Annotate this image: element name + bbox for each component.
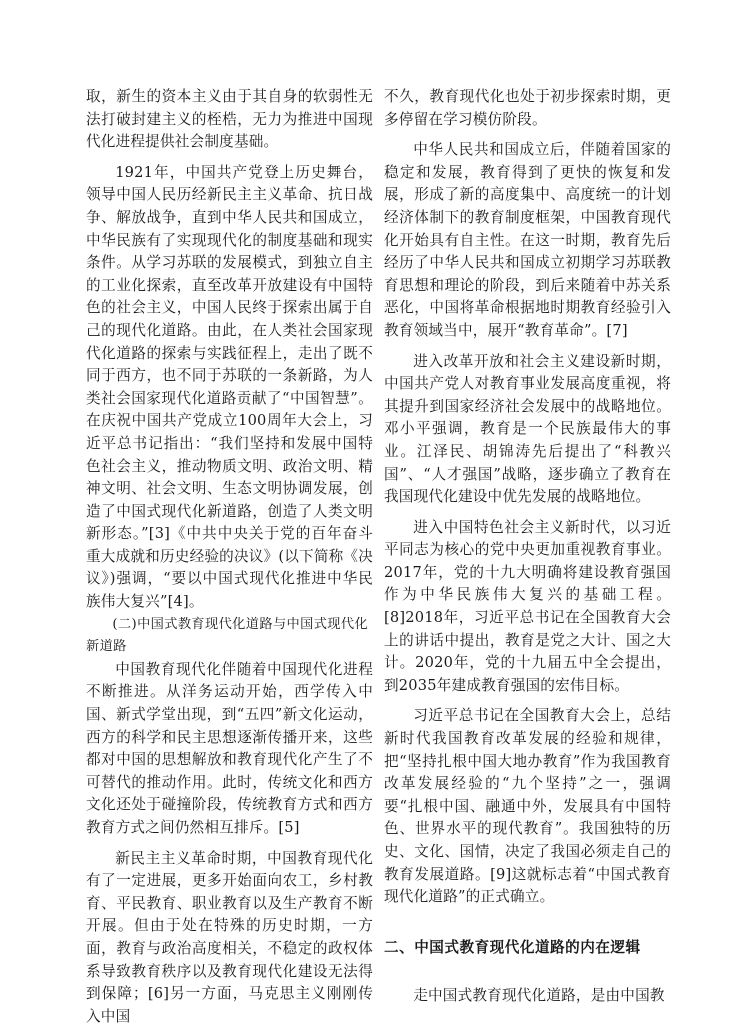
right-column: [384, 86, 671, 1008]
paragraph: 习近平总书记在全国教育大会上，总结新时代我国教育改革发展的经验和规律，把“坚持扎根中国大地办教育”作为我国教育改革发展经验的“九个坚持”之一，强调要“扎根中国、融通中外，发展具有中国特色、世界水平的现代教育”。我国独特的历史、文化、国情，决定了我国必须走自己的教育发展道路。[9]这就标志着“中国式教育现代化道路”的正式确立。: [384, 707, 671, 906]
paragraph: 进入中国特色社会主义新时代，以习近平同志为核心的党中央更加重视教育事业。2017年，党的十九大明确将建设教育强国作为中华民族伟大复兴的基础工程。[8]2018年，习近平总书记在全国教育大会上的讲话中提出，教育是党之大计、国之大计。2020年，党的十九届五中全会提出，到2035年建成教育强国的宏伟目标。: [384, 518, 671, 694]
subsection-heading: (二)中国式教育现代化道路与中国式现代化新道路: [86, 616, 369, 655]
left-column: [86, 86, 373, 1028]
paragraph: 中国教育现代化伴随着中国现代化进程不断推进。从洋务运动开始，西学传入中国、新式学堂出现，到“五四”新文化运动，西方的科学和民主思想逐渐传播开来，这些都对中国的思想解放和教育现代化产生了不可替代的推动作用。此时，传统文化和西方文化还处于碰撞阶段，传统教育方式和西方教育方式之间仍然相互排斥。[5]: [86, 660, 373, 836]
paragraph: 进入改革开放和社会主义建设新时期，中国共产党人对教育事业发展高度重视，将其提升到国家经济社会发展中的战略地位。邓小平强调，教育是一个民族最伟大的事业。江泽民、胡锦涛先后提出了“科教兴国”、“人才强国”战略，逐步确立了教育在我国现代化建设中优先发展的战略地位。: [384, 352, 671, 506]
paragraph: 走中国式教育现代化道路，是由中国教: [413, 987, 665, 1005]
section-heading: 二、中国式教育现代化道路的内在逻辑: [384, 938, 641, 956]
paragraph: 新民主主义革命时期，中国教育现代化有了一定进展，更多开始面向农工，乡村教育、平民教育、职业教育以及生产教育不断开展。但由于处在特殊的历史时期，一方面，教育与政治高度相关，不稳定的政权体系导致教育秩序以及教育现代化建设无法得到保障；[6]另一方面，马克思主义刚刚传入中国: [86, 849, 373, 1025]
paragraph: 1921年，中国共产党登上历史舞台，领导中国人民历经新民主主义革命、抗日战争、解放战争，直到中华人民共和国成立，中华民族有了实现现代化的制度基础和现实条件。从学习苏联的发展模式，到独立自主的工业化探索，直至改革开放建设有中国特色的社会主义，中国人民终于探索出属于自己的现代化道路。由此，在人类社会国家现代化道路的探索与实践征程上，走出了既不同于西方，也不同于苏联的一条新路，为人类社会国家现代化道路贡献了“中国智慧”。在庆祝中国共产党成立100周年大会上，习近平总书记指出：“我们坚持和发展中国特色社会主义，推动物质文明、政治文明、精神文明、社会文明、生态文明协调发展，创造了中国式现代化新道路，创造了人类文明新形态。”[3]《中共中央关于党的百年奋斗重大成就和历史经验的决议》(以下简称《决议》)强调，“要以中国式现代化推进中华民族伟大复兴”[4]。: [86, 163, 373, 611]
paragraph: 中华人民共和国成立后，伴随着国家的稳定和发展，教育得到了更快的恢复和发展，形成了新的高度集中、高度统一的计划经济体制下的教育制度框架，中国教育现代化开始具有自主性。在这一时期，教育先后经历了中华人民共和国成立初期学习苏联教育思想和理论的阶段，到后来随着中苏关系恶化，中国将革命根据地时期教育经验引入教育领域当中，展开“教育革命”。[7]: [384, 141, 671, 339]
paragraph: 取，新生的资本主义由于其自身的软弱性无法打破封建主义的桎梏，无力为推进中国现代化进程提供社会制度基础。: [86, 88, 373, 151]
paragraph: 不久，教育现代化也处于初步探索时期，更多停留在学习模仿阶段。: [384, 88, 671, 128]
